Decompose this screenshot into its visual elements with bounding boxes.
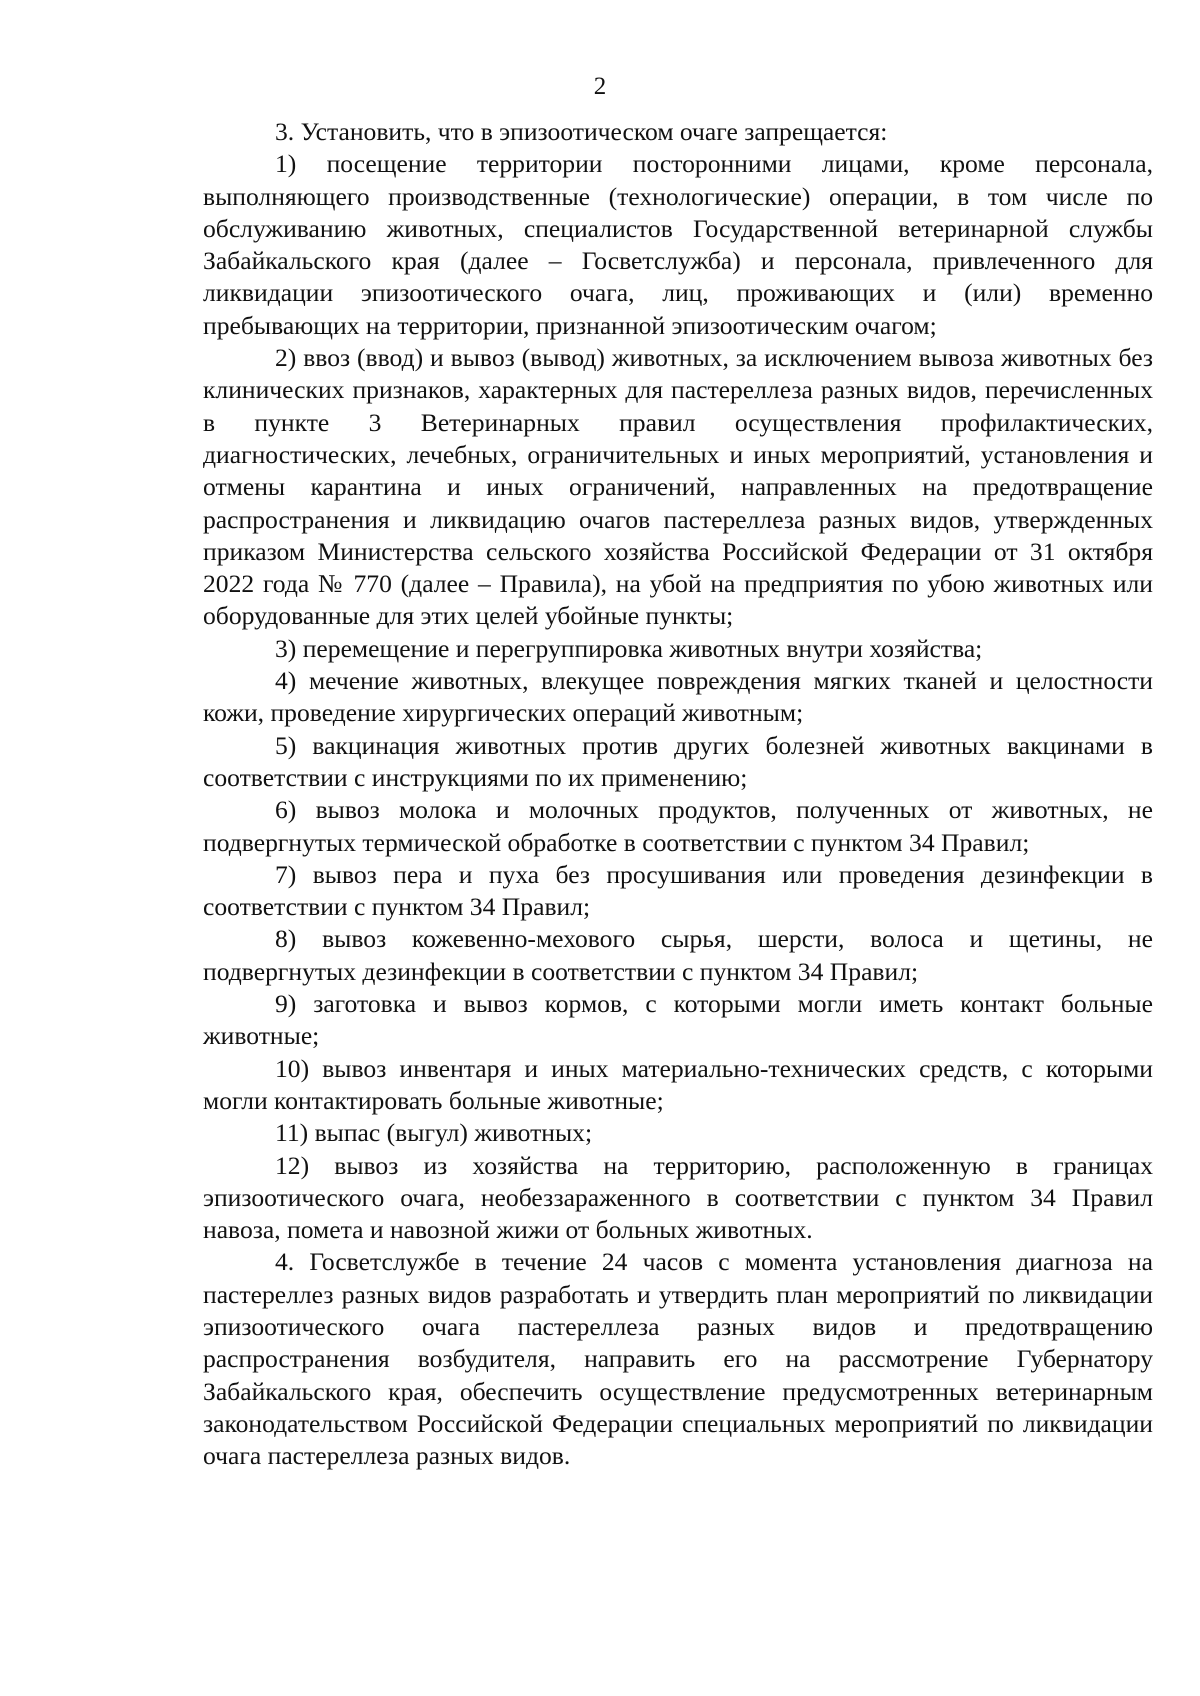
paragraph-3-item-9: 9) заготовка и вывоз кормов, с которыми могли иметь контакт больные животные; [203, 989, 1153, 1051]
paragraph-3-item-7: 7) вывоз пера и пуха без просушивания или проведения дезинфекции в соответствии с пунктом 34 Правил; [203, 859, 1153, 922]
paragraph-3-item-5: 5) вакцинация животных против других болезней животных вакцинами в соответствии с инструкциями по их применению; [203, 730, 1153, 792]
paragraph-4: 4. Госветслужбе в течение 24 часов с момента установления диагноза на пастереллез разных видов разработать и утвердить план мероприятий по ликвидации эпизоотического очага пастереллеза разных видов и предотвращению распространения возбудителя, направить его на рассмотрение Губернатору Забайкальского края, обеспечить осуществление предусмотренных ветеринарным законодательством Российской Федерации специальных мероприятий по ликвидации очага пастереллеза разных видов. [203, 1247, 1153, 1471]
paragraph-3-item-2: 2) ввоз (ввод) и вывоз (вывод) животных, за исключением вывоза животных без клинических признаков, характерных для пастереллеза разных видов, перечисленных в пункте 3 Ветеринарных правил осуществления профилактических, диагностических, лечебных, ограничительных и иных мероприятий, установления и отмены карантина и иных ограничений, направленных на предотвращение распространения и ликвидацию очагов пастереллеза разных видов, утвержденных приказом Министерства сельского хозяйства Российской Федерации от 31 октября 2022 года № 770 (далее – Правила), на убой на предприятия по убою животных или оборудованные для этих целей убойные пункты; [203, 343, 1153, 631]
paragraph-3-header: 3. Установить, что в эпизоотическом очаге запрещается: [275, 117, 888, 146]
paragraph-3-item-3: 3) перемещение и перегруппировка животных внутри хозяйства; [275, 633, 983, 663]
page-number: 2 [593, 73, 607, 100]
document-body [203, 116, 1153, 1472]
paragraph-3-item-8: 8) вывоз кожевенно-мехового сырья, шерсти, волоса и щетины, не подвергнутых дезинфекции в соответствии с пунктом 34 Правил; [203, 924, 1153, 986]
paragraph-3-item-4: 4) мечение животных, влекущее повреждения мягких тканей и целостности кожи, проведение хирургических операций животным; [203, 666, 1153, 728]
paragraph-3-item-12: 12) вывоз из хозяйства на территорию, расположенную в границах эпизоотического очага, необеззараженного в соответствии с пунктом 34 Правил навоза, помета и навозной жижи от больных животных. [203, 1150, 1153, 1245]
paragraph-3-item-10: 10) вывоз инвентаря и иных материально-технических средств, с которыми могли контактировать больные животные; [203, 1053, 1153, 1115]
paragraph-3-item-6: 6) вывоз молока и молочных продуктов, полученных от животных, не подвергнутых термической обработке в соответствии с пунктом 34 Правил; [203, 795, 1153, 857]
paragraph-3-item-11: 11) выпас (выгул) животных; [275, 1118, 593, 1148]
paragraph-3-item-1: 1) посещение территории посторонними лицами, кроме персонала, выполняющего производственные (технологические) операции, в том числе по обслуживанию животных, специалистов Государственной ветеринарной службы Забайкальского края (далее – Госветслужба) и персонала, привлеченного для ликвидации эпизоотического очага, лиц, проживающих и (или) временно пребывающих на территории, признанной эпизоотическим очагом; [203, 149, 1153, 340]
